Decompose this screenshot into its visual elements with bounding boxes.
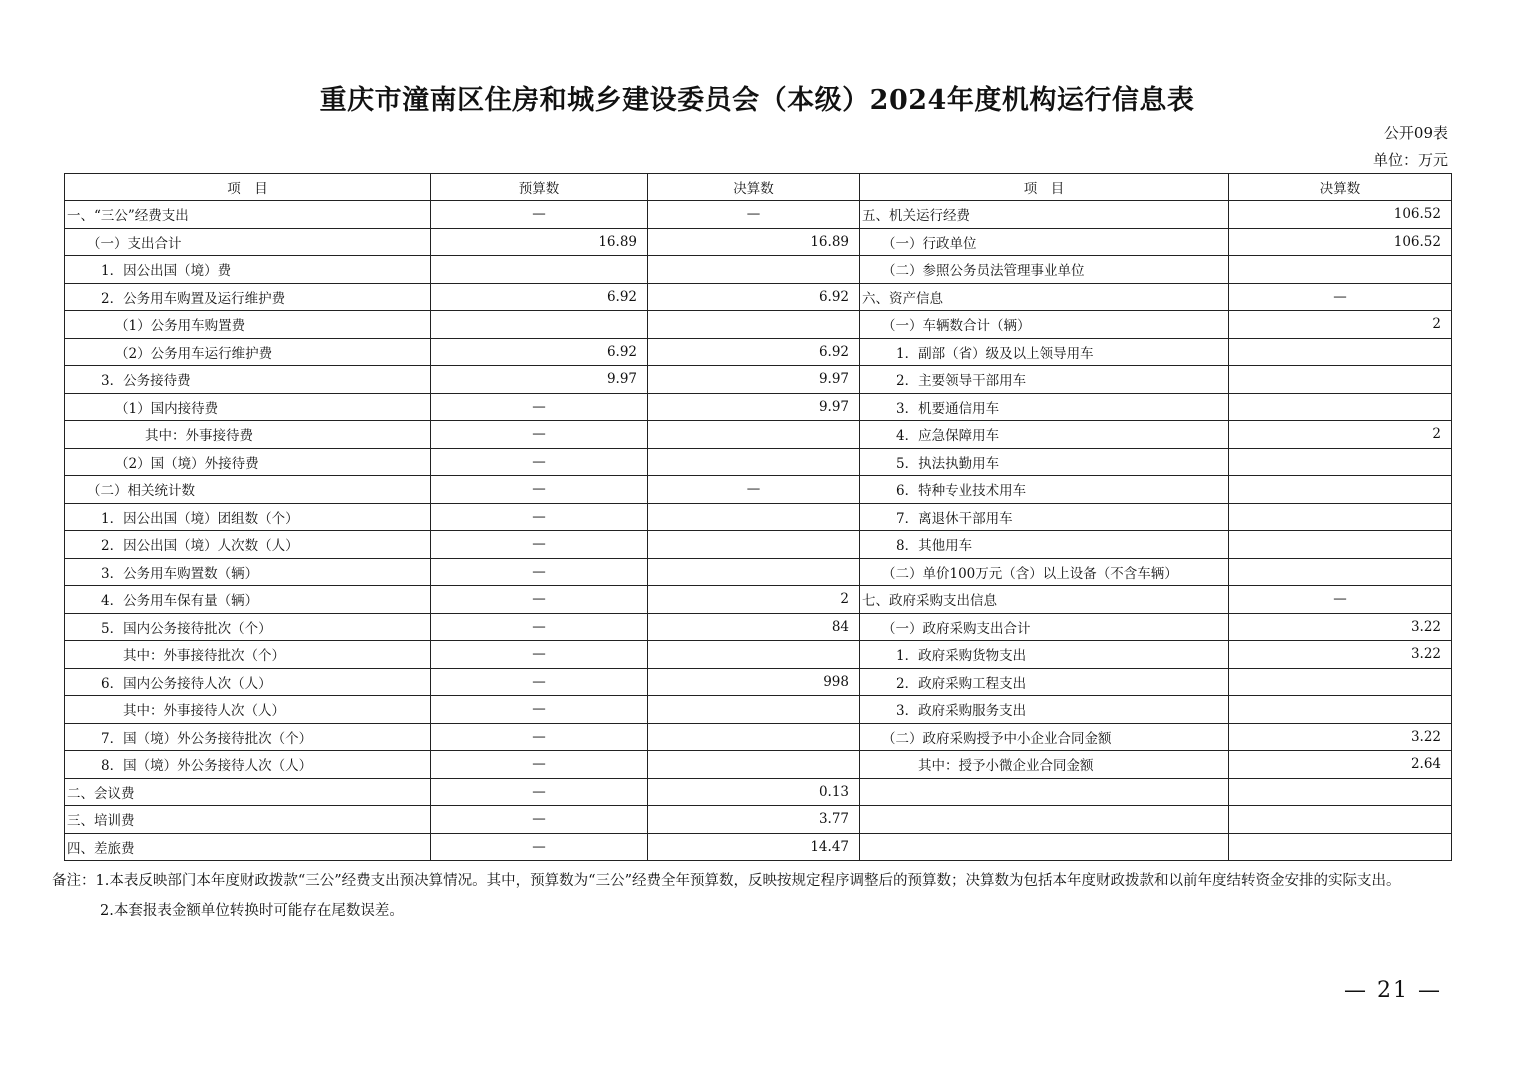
table-code: 公开09表 — [1383, 124, 1448, 142]
right-item-cell: 1．副部（省）级及以上领导用车 — [860, 338, 1229, 366]
right-item-cell: 2．政府采购工程支出 — [860, 668, 1229, 696]
left-item-cell: 5．国内公务接待批次（个） — [65, 613, 431, 641]
right-final-cell: — — [1229, 586, 1452, 614]
left-budget-cell: — — [431, 668, 648, 696]
table-row — [65, 366, 1452, 394]
header-row — [65, 174, 1452, 201]
table-row — [65, 531, 1452, 559]
right-final-cell: 106.52 — [1229, 228, 1452, 256]
left-item-cell: 6．国内公务接待人次（人） — [65, 668, 431, 696]
right-final-cell: 106.52 — [1229, 201, 1452, 229]
right-item-cell: 七、政府采购支出信息 — [860, 586, 1229, 614]
left-item-cell: 4．公务用车保有量（辆） — [65, 586, 431, 614]
table-row — [65, 338, 1452, 366]
right-final-cell — [1229, 531, 1452, 559]
left-budget-cell: — — [431, 613, 648, 641]
note-1: 备注：1.本表反映部门本年度财政拨款“三公”经费支出预决算情况。其中，预算数为“三公”经费全年预算数，反映按规定程序调整后的预算数；决算数为包括本年度财政拨款和以前年度结转资金安排的实际支出。 — [52, 873, 1401, 889]
right-final-cell: — — [1229, 283, 1452, 311]
table-row — [65, 641, 1452, 669]
note-2: 2.本套报表金额单位转换时可能存在尾数误差。 — [100, 903, 404, 919]
left-item-cell: 7．国（境）外公务接待批次（个） — [65, 723, 431, 751]
left-budget-cell: 6.92 — [431, 338, 648, 366]
right-item-cell: 2．主要领导干部用车 — [860, 366, 1229, 394]
left-budget-cell: — — [431, 641, 648, 669]
left-final-cell: 6.92 — [648, 338, 860, 366]
right-item-cell: 六、资产信息 — [860, 283, 1229, 311]
table-row — [65, 778, 1452, 806]
table-row — [65, 476, 1452, 504]
left-item-cell: 四、差旅费 — [65, 833, 431, 861]
left-item-cell: （1）国内接待费 — [65, 393, 431, 421]
left-final-cell: — — [648, 201, 860, 229]
right-final-cell: 3.22 — [1229, 641, 1452, 669]
left-budget-cell: — — [431, 586, 648, 614]
header-left-budget: 预算数 — [431, 174, 648, 201]
left-final-cell: 2 — [648, 586, 860, 614]
right-item-cell: 6．特种专业技术用车 — [860, 476, 1229, 504]
left-item-cell: 二、会议费 — [65, 778, 431, 806]
left-final-cell: 9.97 — [648, 393, 860, 421]
left-item-cell: 1．因公出国（境）团组数（个） — [65, 503, 431, 531]
left-item-cell: （2）公务用车运行维护费 — [65, 338, 431, 366]
left-item-cell: 1．因公出国（境）费 — [65, 256, 431, 284]
left-final-cell — [648, 448, 860, 476]
left-budget-cell: — — [431, 201, 648, 229]
left-item-cell: 一、“三公”经费支出 — [65, 201, 431, 229]
left-budget-cell: — — [431, 531, 648, 559]
right-final-cell — [1229, 256, 1452, 284]
left-budget-cell: — — [431, 723, 648, 751]
right-item-cell: 3．政府采购服务支出 — [860, 696, 1229, 724]
table-row — [65, 806, 1452, 834]
right-item-cell: 8．其他用车 — [860, 531, 1229, 559]
right-final-cell — [1229, 778, 1452, 806]
right-item-cell: 5．执法执勤用车 — [860, 448, 1229, 476]
right-final-cell — [1229, 668, 1452, 696]
table-row — [65, 283, 1452, 311]
right-final-cell — [1229, 338, 1452, 366]
right-final-cell — [1229, 393, 1452, 421]
right-item-cell: （二）政府采购授予中小企业合同金额 — [860, 723, 1229, 751]
table-row — [65, 558, 1452, 586]
left-item-cell: 其中：外事接待批次（个） — [65, 641, 431, 669]
header-left-item: 项 目 — [65, 174, 431, 201]
right-item-cell: （二）参照公务员法管理事业单位 — [860, 256, 1229, 284]
right-final-cell: 2 — [1229, 421, 1452, 449]
left-final-cell: 998 — [648, 668, 860, 696]
left-final-cell: 16.89 — [648, 228, 860, 256]
left-final-cell: 9.97 — [648, 366, 860, 394]
table-row — [65, 613, 1452, 641]
right-final-cell — [1229, 833, 1452, 861]
table-row — [65, 586, 1452, 614]
right-final-cell — [1229, 476, 1452, 504]
left-final-cell — [648, 696, 860, 724]
left-budget-cell: — — [431, 448, 648, 476]
table-row — [65, 393, 1452, 421]
table-row — [65, 833, 1452, 861]
left-item-cell: 2．公务用车购置及运行维护费 — [65, 283, 431, 311]
left-final-cell: 0.13 — [648, 778, 860, 806]
table-row — [65, 668, 1452, 696]
right-item-cell — [860, 778, 1229, 806]
left-final-cell — [648, 503, 860, 531]
left-item-cell: 8．国（境）外公务接待人次（人） — [65, 751, 431, 779]
right-item-cell: （二）单价100万元（含）以上设备（不含车辆） — [860, 558, 1229, 586]
left-budget-cell: — — [431, 751, 648, 779]
left-budget-cell: 16.89 — [431, 228, 648, 256]
left-final-cell — [648, 558, 860, 586]
notes — [52, 866, 1472, 926]
left-item-cell: 其中：外事接待人次（人） — [65, 696, 431, 724]
left-item-cell: 3．公务接待费 — [65, 366, 431, 394]
table-row — [65, 723, 1452, 751]
right-final-cell: 2.64 — [1229, 751, 1452, 779]
info-table — [64, 173, 1452, 861]
left-budget-cell — [431, 311, 648, 339]
right-item-cell: 其中：授予小微企业合同金额 — [860, 751, 1229, 779]
right-final-cell — [1229, 558, 1452, 586]
right-item-cell: （一）政府采购支出合计 — [860, 613, 1229, 641]
left-budget-cell: — — [431, 476, 648, 504]
right-item-cell: 1．政府采购货物支出 — [860, 641, 1229, 669]
table-row — [65, 448, 1452, 476]
right-final-cell: 3.22 — [1229, 613, 1452, 641]
left-budget-cell: — — [431, 806, 648, 834]
right-final-cell — [1229, 448, 1452, 476]
left-budget-cell: — — [431, 393, 648, 421]
left-final-cell — [648, 641, 860, 669]
table-row — [65, 228, 1452, 256]
page-title: 重庆市潼南区住房和城乡建设委员会（本级）2024年度机构运行信息表 — [319, 85, 1195, 116]
table-row — [65, 696, 1452, 724]
left-final-cell: — — [648, 476, 860, 504]
left-item-cell: （1）公务用车购置费 — [65, 311, 431, 339]
right-final-cell — [1229, 366, 1452, 394]
right-item-cell: （一）行政单位 — [860, 228, 1229, 256]
left-item-cell: 3．公务用车购置数（辆） — [65, 558, 431, 586]
table-row — [65, 201, 1452, 229]
left-item-cell: （一）支出合计 — [65, 228, 431, 256]
right-item-cell: 五、机关运行经费 — [860, 201, 1229, 229]
header-right-final: 决算数 — [1229, 174, 1452, 201]
right-final-cell — [1229, 503, 1452, 531]
left-budget-cell: 6.92 — [431, 283, 648, 311]
header-right-item: 项 目 — [860, 174, 1229, 201]
left-final-cell — [648, 723, 860, 751]
left-budget-cell: — — [431, 503, 648, 531]
right-item-cell: 4．应急保障用车 — [860, 421, 1229, 449]
left-item-cell: 其中：外事接待费 — [65, 421, 431, 449]
right-item-cell: 7．离退休干部用车 — [860, 503, 1229, 531]
left-budget-cell: — — [431, 696, 648, 724]
left-budget-cell: 9.97 — [431, 366, 648, 394]
left-item-cell: 三、培训费 — [65, 806, 431, 834]
right-item-cell: （一）车辆数合计（辆） — [860, 311, 1229, 339]
left-item-cell: （二）相关统计数 — [65, 476, 431, 504]
right-item-cell — [860, 806, 1229, 834]
unit-label: 单位：万元 — [1372, 151, 1448, 169]
right-final-cell — [1229, 806, 1452, 834]
left-final-cell — [648, 751, 860, 779]
right-final-cell — [1229, 696, 1452, 724]
left-item-cell: 2．因公出国（境）人次数（人） — [65, 531, 431, 559]
left-budget-cell: — — [431, 421, 648, 449]
right-final-cell: 2 — [1229, 311, 1452, 339]
left-budget-cell: — — [431, 558, 648, 586]
left-final-cell — [648, 256, 860, 284]
header-left-final: 决算数 — [648, 174, 860, 201]
left-final-cell: 3.77 — [648, 806, 860, 834]
left-item-cell: （2）国（境）外接待费 — [65, 448, 431, 476]
right-item-cell: 3．机要通信用车 — [860, 393, 1229, 421]
left-final-cell — [648, 311, 860, 339]
table-row — [65, 503, 1452, 531]
table-row — [65, 421, 1452, 449]
page-number: — 21 — — [1344, 978, 1442, 1003]
left-final-cell: 14.47 — [648, 833, 860, 861]
left-budget-cell: — — [431, 833, 648, 861]
left-final-cell — [648, 531, 860, 559]
table-row — [65, 256, 1452, 284]
right-item-cell — [860, 833, 1229, 861]
left-final-cell — [648, 421, 860, 449]
right-final-cell: 3.22 — [1229, 723, 1452, 751]
table-row — [65, 751, 1452, 779]
left-budget-cell: — — [431, 778, 648, 806]
left-final-cell: 84 — [648, 613, 860, 641]
left-budget-cell — [431, 256, 648, 284]
left-final-cell: 6.92 — [648, 283, 860, 311]
table-row — [65, 311, 1452, 339]
